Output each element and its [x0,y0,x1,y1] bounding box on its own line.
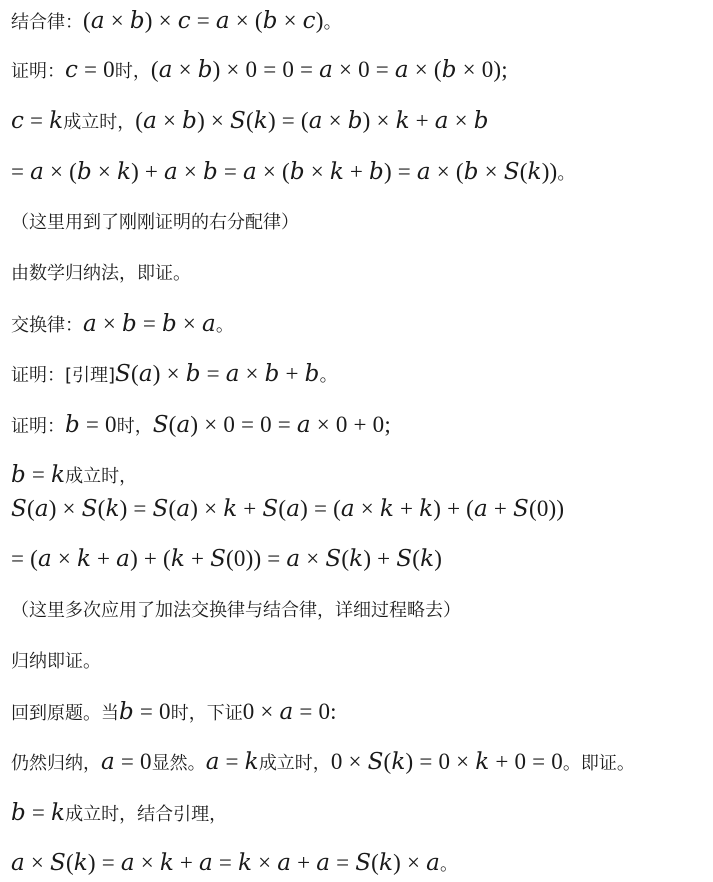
text-segment: 。 [557,163,576,184]
conclusion-induction [11,260,191,287]
commutativity-statement [11,311,234,339]
lemma-inductive-step [11,496,564,523]
back-to-original-problem [11,699,337,727]
math-expression: 0 × 𝑎 = 0: [242,699,337,724]
proof-inductive-step-associativity [11,108,489,136]
math-expression: (𝑎 × 𝑏) × 0 = 0 = 𝑎 × 0 = 𝑎 × (𝑏 × 0); [150,57,508,82]
text-segment: 成立时， [258,753,331,774]
commutativity-inductive-hypothesis [11,800,227,828]
text-segment: （这里多次应用了加法交换律与结合律，详细过程略去） [11,600,461,621]
math-expression: 𝑎 × 𝑆(𝑘) = 𝑎 × 𝑘 + 𝑎 = 𝑘 × 𝑎 + 𝑎 = 𝑆(𝑘) × 𝑎 [11,850,441,875]
text-segment: 证明：[引理] [11,365,116,386]
text-segment: 。 [215,315,234,336]
text-segment: 成立时， [63,112,136,133]
math-expression: 𝑆(𝑎) × 𝑆(𝑘) = 𝑆(𝑎) × 𝑘 + 𝑆(𝑎) = (𝑎 × 𝑘 + 𝑘) + (𝑎 + 𝑆(0)) [11,496,565,521]
math-expression: 𝑏 = 0 [65,412,117,437]
proof-base-case-associativity [11,57,508,85]
math-expression: 𝑏 = 𝑘 [11,462,66,487]
math-expression: 0 × 𝑆(𝑘) = 0 × 𝑘 + 0 = 0 [330,749,563,774]
math-expression: 𝑎 = 𝑘 [205,749,259,774]
associativity-statement [11,8,342,36]
text-segment: 由数学归纳法，即证。 [11,263,191,284]
text-segment: 成立时，结合引理， [65,804,228,825]
math-expression: 𝑎 × 𝑏 = 𝑏 × 𝑎 [83,311,216,336]
text-segment: 结合律： [11,12,83,33]
text-segment: 成立时， [65,466,138,487]
math-expression: = (𝑎 × 𝑘 + 𝑎) + (𝑘 + 𝑆(0)) = 𝑎 × 𝑆(𝑘) + 𝑆(𝑘) [11,546,443,571]
math-expression: (𝑎 × 𝑏) × 𝑆(𝑘) = (𝑎 × 𝑏) × 𝑘 + 𝑎 × 𝑏 [135,108,489,133]
math-expression: 𝑆(𝑎) × 𝑏 = 𝑎 × 𝑏 + 𝑏 [115,361,320,386]
proof-inductive-step-continued [11,159,575,187]
text-segment: 。 [319,365,338,386]
math-expression: 𝑏 = 0 [119,699,171,724]
note-right-distributive [11,209,299,236]
math-expression: 𝑏 = 𝑘 [11,800,66,825]
text-segment: 证明： [11,61,65,82]
math-expression: = 𝑎 × (𝑏 × 𝑘) + 𝑎 × 𝑏 = 𝑎 × (𝑏 × 𝑘 + 𝑏) = 𝑎 × (𝑏 × 𝑆(𝑘)) [11,159,558,184]
text-segment: 时， [116,416,153,437]
lemma-statement [11,361,338,389]
text-segment: 。 [323,12,342,33]
text-segment: 仍然归纳， [11,753,101,774]
note-addition-laws [11,597,461,624]
text-segment: 回到原题。当 [11,703,119,724]
text-segment: 时， [114,61,151,82]
lemma-conclusion [11,648,101,675]
zero-times-a-induction [11,749,635,777]
commutativity-inductive-step [11,850,458,878]
text-segment: （这里用到了刚刚证明的右分配律） [11,212,299,233]
math-expression: 𝑐 = 𝑘 [11,108,64,133]
text-segment: 归纳即证。 [11,651,101,672]
math-expression: 𝑐 = 0 [65,57,115,82]
math-expression: (𝑎 × 𝑏) × 𝑐 = 𝑎 × (𝑏 × 𝑐) [83,8,324,33]
text-segment: 证明： [11,416,65,437]
text-segment: 交换律： [11,315,83,336]
math-expression: 𝑎 = 0 [101,749,152,774]
text-segment: 显然。 [151,753,206,774]
lemma-inductive-step-continued [11,546,442,573]
lemma-base-case [11,412,391,440]
lemma-inductive-hypothesis [11,462,137,490]
text-segment: 。 [440,854,459,875]
text-segment: 时，下证 [170,703,243,724]
math-expression: 𝑆(𝑎) × 0 = 0 = 𝑎 × 0 + 0; [152,412,391,437]
text-segment: 。即证。 [562,753,635,774]
